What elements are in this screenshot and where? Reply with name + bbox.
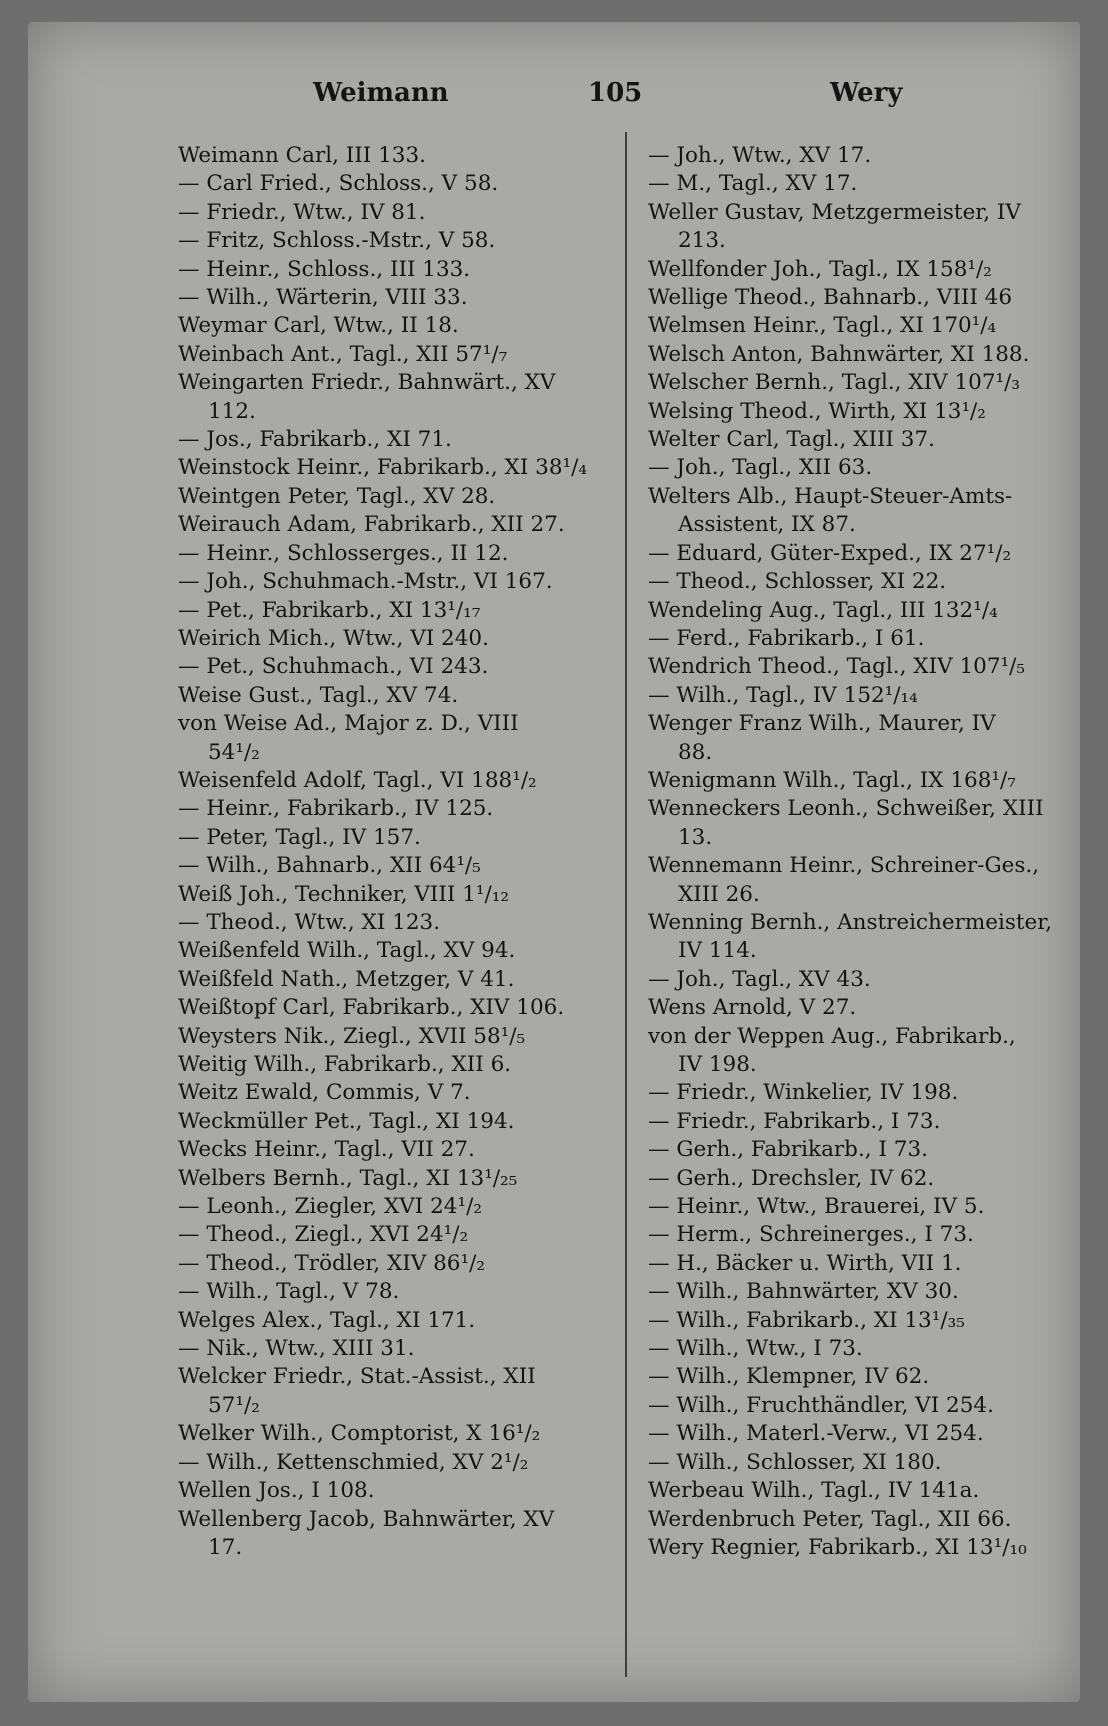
directory-entry: Wellige Theod., Bahnarb., VIII 46 bbox=[648, 285, 1013, 311]
directory-entry: Werdenbruch Peter, Tagl., XII 66. bbox=[648, 1506, 1012, 1532]
directory-entry: — Heinr., Wtw., Brauerei, IV 5. bbox=[648, 1194, 985, 1220]
directory-entry: Weitz Ewald, Commis, V 7. bbox=[178, 1080, 471, 1106]
entry-continuation: 54¹/₂ bbox=[208, 739, 260, 765]
directory-entry: Weirauch Adam, Fabrikarb., XII 27. bbox=[178, 512, 565, 538]
directory-entry: — Wilh., Wtw., I 73. bbox=[648, 1336, 863, 1362]
directory-entry: — Heinr., Schlosserges., II 12. bbox=[178, 540, 509, 566]
directory-entry: Wery Regnier, Fabrikarb., XI 13¹/₁₀ bbox=[648, 1534, 1027, 1560]
directory-entry: — Wilh., Bahnarb., XII 64¹/₅ bbox=[178, 853, 481, 879]
directory-entry: — Joh., Tagl., XII 63. bbox=[648, 455, 873, 481]
directory-entry: Werbeau Wilh., Tagl., IV 141a. bbox=[648, 1478, 980, 1504]
directory-entry: Wenning Bernh., Anstreichermeister, bbox=[648, 909, 1053, 935]
directory-entry: — Friedr., Wtw., IV 81. bbox=[178, 199, 426, 225]
directory-entry: Welbers Bernh., Tagl., XI 13¹/₂₅ bbox=[178, 1165, 518, 1191]
directory-entry: Weymar Carl, Wtw., II 18. bbox=[178, 313, 459, 339]
entry-continuation: 57¹/₂ bbox=[208, 1392, 260, 1418]
directory-entry: Wellfonder Joh., Tagl., IX 158¹/₂ bbox=[648, 256, 992, 282]
directory-entry: — Theod., Trödler, XIV 86¹/₂ bbox=[178, 1250, 485, 1276]
directory-entry: Weintgen Peter, Tagl., XV 28. bbox=[178, 483, 496, 509]
directory-entry: Weimann Carl, III 133. bbox=[178, 143, 426, 168]
directory-page bbox=[28, 22, 1080, 1702]
directory-entry: — Theod., Schlosser, XI 22. bbox=[648, 569, 947, 595]
directory-entry: von der Weppen Aug., Fabrikarb., bbox=[648, 1023, 1016, 1049]
directory-entry: — Peter, Tagl., IV 157. bbox=[178, 824, 421, 850]
directory-entry: Wellenberg Jacob, Bahnwärter, XV bbox=[178, 1506, 555, 1532]
directory-entry: Welsing Theod., Wirth, XI 13¹/₂ bbox=[648, 398, 986, 424]
directory-entry: — Carl Fried., Schloss., V 58. bbox=[178, 171, 499, 197]
column-divider bbox=[625, 132, 627, 1677]
directory-entry: Wendeling Aug., Tagl., III 132¹/₄ bbox=[648, 597, 998, 623]
directory-entry: — Wilh., Tagl., IV 152¹/₁₄ bbox=[648, 682, 918, 708]
directory-entry: — H., Bäcker u. Wirth, VII 1. bbox=[648, 1250, 962, 1276]
entry-continuation: 17. bbox=[208, 1534, 243, 1560]
entry-continuation: 213. bbox=[678, 228, 726, 254]
directory-entry: Weiß Joh., Techniker, VIII 1¹/₁₂ bbox=[178, 881, 510, 907]
directory-entry: Weckmüller Pet., Tagl., XI 194. bbox=[178, 1108, 515, 1134]
directory-entry: — Eduard, Güter-Exped., IX 27¹/₂ bbox=[648, 540, 1012, 566]
directory-entry: Wenigmann Wilh., Tagl., IX 168¹/₇ bbox=[648, 767, 1016, 793]
directory-entry: — Nik., Wtw., XIII 31. bbox=[178, 1336, 415, 1362]
directory-entry: — Gerh., Fabrikarb., I 73. bbox=[648, 1137, 928, 1163]
directory-entry: Weisenfeld Adolf, Tagl., VI 188¹/₂ bbox=[178, 767, 537, 793]
directory-entry: — Pet., Fabrikarb., XI 13¹/₁₇ bbox=[178, 597, 481, 623]
directory-entry: — Herm., Schreinerges., I 73. bbox=[648, 1222, 974, 1248]
directory-entry: — Joh., Wtw., XV 17. bbox=[648, 143, 872, 168]
directory-entry: Wecks Heinr., Tagl., VII 27. bbox=[178, 1137, 475, 1163]
directory-entry: — Wilh., Wärterin, VIII 33. bbox=[178, 285, 468, 311]
entry-continuation: 13. bbox=[678, 824, 713, 850]
header-left-catchword: Weimann bbox=[313, 78, 449, 108]
directory-entry: Weinbach Ant., Tagl., XII 57¹/₇ bbox=[178, 341, 508, 367]
directory-entry: — Fritz, Schloss.-Mstr., V 58. bbox=[178, 228, 496, 254]
header-right-catchword: Wery bbox=[830, 78, 903, 108]
directory-entry: Weißtopf Carl, Fabrikarb., XIV 106. bbox=[178, 995, 565, 1021]
directory-entry: Weingarten Friedr., Bahnwärt., XV bbox=[178, 370, 556, 396]
directory-entry: — Joh., Schuhmach.-Mstr., VI 167. bbox=[178, 569, 553, 595]
directory-entry: — Ferd., Fabrikarb., I 61. bbox=[648, 625, 925, 651]
directory-entry: — Friedr., Fabrikarb., I 73. bbox=[648, 1108, 941, 1134]
directory-entry: Welters Alb., Haupt-Steuer-Amts- bbox=[648, 483, 1013, 509]
directory-entry: Welcker Friedr., Stat.-Assist., XII bbox=[178, 1364, 536, 1390]
directory-entry: — Wilh., Klempner, IV 62. bbox=[648, 1364, 930, 1390]
directory-entry: — Jos., Fabrikarb., XI 71. bbox=[178, 427, 452, 453]
directory-entry: — Theod., Wtw., XI 123. bbox=[178, 909, 441, 935]
directory-entry: — Wilh., Bahnwärter, XV 30. bbox=[648, 1279, 959, 1305]
directory-entry: — Joh., Tagl., XV 43. bbox=[648, 966, 871, 992]
directory-entry: — Wilh., Tagl., V 78. bbox=[178, 1279, 400, 1305]
entry-continuation: XIII 26. bbox=[678, 881, 760, 907]
page-number: 105 bbox=[588, 78, 643, 108]
entry-continuation: 88. bbox=[678, 739, 713, 765]
directory-entry: Welsch Anton, Bahnwärter, XI 188. bbox=[648, 341, 1030, 367]
page-header bbox=[28, 78, 1080, 118]
directory-entry: Welscher Bernh., Tagl., XIV 107¹/₃ bbox=[648, 370, 1021, 396]
directory-entry: Welker Wilh., Comptorist, X 16¹/₂ bbox=[178, 1421, 541, 1447]
directory-entry: Wenger Franz Wilh., Maurer, IV bbox=[648, 711, 996, 737]
directory-entry: Wenneckers Leonh., Schweißer, XIII bbox=[648, 796, 1044, 822]
directory-entry: — Leonh., Ziegler, XVI 24¹/₂ bbox=[178, 1194, 482, 1220]
directory-entry: — Heinr., Schloss., III 133. bbox=[178, 256, 471, 282]
left-column bbox=[178, 142, 618, 1562]
directory-entry: Wellen Jos., I 108. bbox=[178, 1478, 375, 1504]
entry-continuation: IV 198. bbox=[678, 1052, 757, 1077]
entry-continuation: 112. bbox=[208, 398, 256, 424]
right-column bbox=[648, 142, 1068, 1562]
directory-entry: Wendrich Theod., Tagl., XIV 107¹/₅ bbox=[648, 654, 1025, 680]
directory-entry: — Wilh., Kettenschmied, XV 2¹/₂ bbox=[178, 1449, 529, 1475]
directory-entry: Weller Gustav, Metzgermeister, IV bbox=[648, 199, 1021, 225]
directory-entry: — Wilh., Fabrikarb., XI 13¹/₃₅ bbox=[648, 1307, 965, 1333]
directory-entry: von Weise Ad., Major z. D., VIII bbox=[178, 711, 519, 737]
directory-entry: — Wilh., Fruchthändler, VI 254. bbox=[648, 1392, 994, 1418]
directory-entry: — Gerh., Drechsler, IV 62. bbox=[648, 1165, 935, 1191]
directory-entry: — Wilh., Schlosser, XI 180. bbox=[648, 1449, 942, 1475]
directory-entry: Weißfeld Nath., Metzger, V 41. bbox=[178, 966, 515, 992]
directory-entry: Weirich Mich., Wtw., VI 240. bbox=[178, 625, 489, 651]
directory-entry: — Pet., Schuhmach., VI 243. bbox=[178, 654, 489, 680]
directory-entry: Welmsen Heinr., Tagl., XI 170¹/₄ bbox=[648, 313, 997, 339]
directory-entry: Weise Gust., Tagl., XV 74. bbox=[178, 682, 459, 708]
directory-entry: Wens Arnold, V 27. bbox=[648, 995, 857, 1021]
entry-continuation: Assistent, IX 87. bbox=[678, 512, 856, 538]
directory-entry: — Theod., Ziegl., XVI 24¹/₂ bbox=[178, 1222, 469, 1248]
directory-entry: Weinstock Heinr., Fabrikarb., XI 38¹/₄ bbox=[178, 455, 587, 481]
directory-entry: Weysters Nik., Ziegl., XVII 58¹/₅ bbox=[178, 1023, 526, 1049]
directory-entry: — Wilh., Materl.-Verw., VI 254. bbox=[648, 1421, 984, 1447]
directory-entry: Welges Alex., Tagl., XI 171. bbox=[178, 1307, 476, 1333]
directory-entry: — M., Tagl., XV 17. bbox=[648, 171, 858, 197]
directory-entry: — Friedr., Winkelier, IV 198. bbox=[648, 1080, 959, 1106]
directory-entry: Wennemann Heinr., Schreiner-Ges., bbox=[648, 853, 1040, 879]
directory-entry: — Heinr., Fabrikarb., IV 125. bbox=[178, 796, 494, 822]
entry-continuation: IV 114. bbox=[678, 938, 757, 964]
directory-entry: Weitig Wilh., Fabrikarb., XII 6. bbox=[178, 1052, 512, 1077]
directory-entry: Weißenfeld Wilh., Tagl., XV 94. bbox=[178, 938, 516, 964]
directory-entry: Welter Carl, Tagl., XIII 37. bbox=[648, 427, 935, 453]
